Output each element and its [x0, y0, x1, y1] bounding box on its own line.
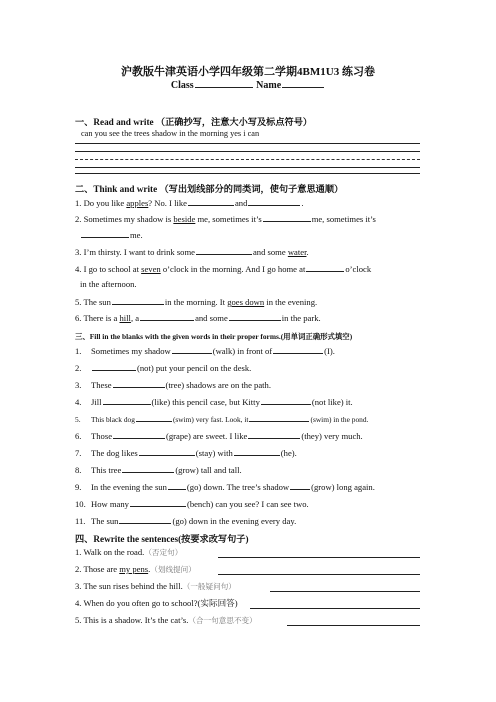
blank[interactable]	[81, 229, 129, 238]
blank[interactable]	[136, 413, 172, 422]
answer-line[interactable]	[250, 608, 420, 609]
s3-item-4: 4. Jill (like) this pencil case, but Kitty (not like) it.	[75, 397, 353, 407]
page-title: 沪教版牛津英语小学四年级第二学期4BM1U3 练习卷	[121, 66, 375, 78]
blank[interactable]	[139, 447, 195, 456]
class-label: Class	[170, 80, 194, 91]
blank[interactable]	[113, 379, 165, 388]
s2-item-6: 6. There is a hill, a and some in the park.	[75, 313, 321, 323]
s2-item-2-cont: me.	[80, 229, 143, 241]
blank[interactable]	[290, 481, 310, 490]
blank[interactable]	[263, 213, 311, 222]
dashed-divider	[75, 159, 420, 160]
class-name-line	[0, 79, 496, 91]
name-label: Name	[256, 80, 282, 91]
s3-item-6: 6. Those (grape) are sweet. I like (they) very much.	[75, 431, 363, 441]
blank[interactable]	[168, 481, 186, 490]
s3-item-8: 8. This tree (grow) tall and tall.	[75, 465, 242, 475]
section1-heading: 一、Read and write （正确抄写，注意大小写及标点符号）	[75, 117, 313, 127]
section1-prompt: can you see the trees shadow in the morning yes i can	[81, 129, 260, 138]
s4-item-1: 1. Walk on the road.（否定句）	[75, 547, 183, 557]
answer-line[interactable]	[287, 625, 420, 626]
s3-item-11: 11. The sun (go) down in the evening every day.	[75, 516, 297, 526]
blank[interactable]	[119, 515, 171, 524]
answer-line[interactable]	[218, 557, 420, 558]
s2-item-3: 3. I’m thirsty. I want to drink some and some water.	[75, 247, 309, 257]
blank[interactable]	[92, 362, 136, 371]
blank[interactable]	[248, 197, 300, 206]
s3-item-3: 3. These (tree) shadows are on the path.	[75, 380, 272, 390]
blank[interactable]	[229, 312, 281, 321]
answer-line[interactable]	[75, 173, 420, 174]
blank[interactable]	[122, 464, 174, 473]
s3-item-9: 9. In the evening the sun (go) down. The tree’s shadow (grow) long again.	[75, 482, 375, 492]
blank[interactable]	[248, 430, 300, 439]
answer-line[interactable]	[75, 167, 420, 168]
blank[interactable]	[103, 396, 151, 405]
answer-line[interactable]	[75, 143, 420, 144]
s2-item-4: 4. I go to school at seven o’clock in the morning. And I go home at o’clock	[75, 264, 372, 274]
blank[interactable]	[140, 312, 194, 321]
name-blank[interactable]	[282, 79, 324, 88]
s3-item-5: 5. This black dog (swim) very fast. Look, it (swim) in the pond.	[75, 415, 369, 424]
section2-heading: 二、Think and write （写出划线部分的同类词，使句子意思通顺）	[75, 184, 344, 194]
s4-item-5: 5. This is a shadow. It’s the cat’s.（合一句意思不变）	[75, 615, 257, 625]
blank[interactable]	[188, 197, 234, 206]
blank[interactable]	[172, 345, 212, 354]
blank[interactable]	[249, 413, 309, 422]
section4-heading: 四、Rewrite the sentences(按要求改写句子)	[75, 534, 249, 544]
s3-item-1: 1. Sometimes my shadow (walk) in front of (I).	[75, 346, 335, 356]
blank[interactable]	[196, 246, 252, 255]
s3-item-7: 7. The dog likes (stay) with (he).	[75, 448, 297, 458]
section3-heading: 三、Fill in the blanks with the given words in their proper forms.(用单词正确形式填空)	[75, 332, 353, 341]
s2-item-5: 5. The sun in the morning. It goes down in the evening.	[75, 297, 318, 307]
answer-line[interactable]	[218, 574, 420, 575]
answer-line[interactable]	[75, 151, 420, 152]
blank[interactable]	[306, 263, 344, 272]
s4-item-3: 3. The sun rises behind the hill.（一般疑问句）	[75, 581, 236, 591]
s4-item-2: 2. Those are my pens.（划线提问）	[75, 564, 196, 574]
s3-item-10: 10. How many (bench) can you see? I can see two.	[75, 499, 309, 509]
blank[interactable]	[112, 296, 164, 305]
s3-item-2: 2. (not) put your pencil on the desk.	[75, 363, 252, 373]
s2-item-1: 1. Do you like apples? No. I like and .	[75, 198, 304, 208]
blank[interactable]	[261, 396, 311, 405]
blank[interactable]	[234, 447, 280, 456]
blank[interactable]	[273, 345, 323, 354]
blank[interactable]	[130, 498, 186, 507]
s2-item-2: 2. Sometimes my shadow is beside me, sometimes it’s me, sometimes it’s	[75, 214, 376, 224]
class-blank[interactable]	[195, 79, 253, 88]
s4-item-4: 4. When do you often go to school?(实际回答)	[75, 598, 238, 608]
blank[interactable]	[113, 430, 165, 439]
s2-item-4-cont: in the afternoon.	[80, 279, 137, 289]
answer-line[interactable]	[270, 591, 420, 592]
